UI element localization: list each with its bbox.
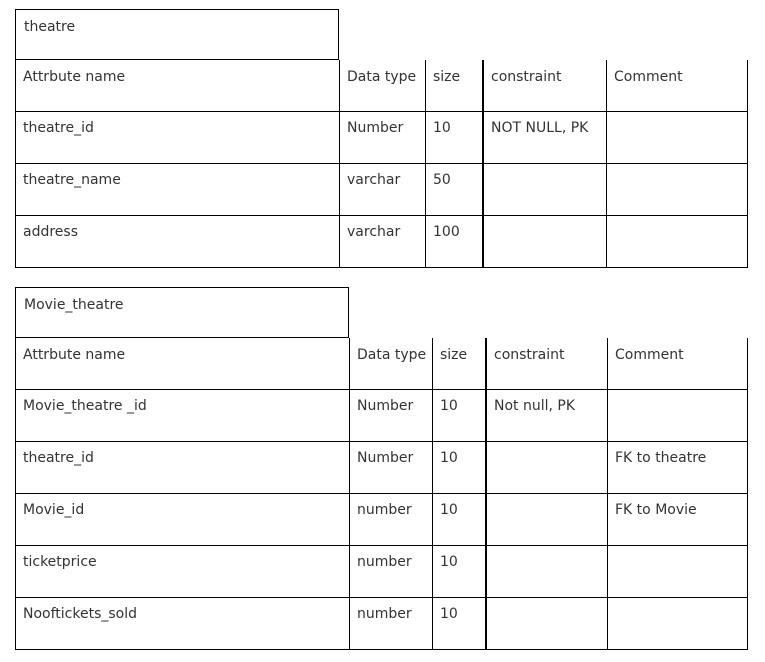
movie-theatre-table-cell: FK to theatre xyxy=(615,450,707,466)
theatre-table-cell: 100 xyxy=(433,224,460,240)
theatre-table-title: theatre xyxy=(15,9,339,60)
movie-theatre-table-cell: Nooftickets_sold xyxy=(23,606,138,622)
theatre-table-cell: theatre_id xyxy=(23,120,94,136)
movie-theatre-table-cell: FK to Movie xyxy=(615,502,697,518)
theatre-table-cell: varchar xyxy=(347,172,401,188)
table-rule xyxy=(15,267,747,268)
theatre-table-header-constraint: constraint xyxy=(491,69,562,85)
theatre-table-header-attribute-name: Attrbute name xyxy=(23,69,126,85)
theatre-table-cell: 10 xyxy=(433,120,451,136)
theatre-table-cell: Number xyxy=(347,120,404,136)
theatre-table-cell: 50 xyxy=(433,172,451,188)
movie-theatre-table-cell: 10 xyxy=(440,398,458,414)
movie-theatre-table-cell: number xyxy=(357,606,412,622)
movie-theatre-table-cell: Not null, PK xyxy=(494,398,576,414)
movie-theatre-table-cell: Movie_id xyxy=(23,502,85,518)
movie-theatre-table-cell: 10 xyxy=(440,450,458,466)
movie-theatre-table-cell: ticketprice xyxy=(23,554,97,570)
theatre-table-header-size: size xyxy=(433,69,461,85)
movie-theatre-table-header-comment: Comment xyxy=(615,347,684,363)
movie-theatre-table-cell: number xyxy=(357,502,412,518)
movie-theatre-table-title: Movie_theatre xyxy=(15,287,349,338)
movie-theatre-table-cell: number xyxy=(357,554,412,570)
movie-theatre-table-cell: Number xyxy=(357,398,414,414)
movie-theatre-table-cell: 10 xyxy=(440,554,458,570)
movie-theatre-table-header-attribute-name: Attrbute name xyxy=(23,347,126,363)
movie-theatre-table-header-constraint: constraint xyxy=(494,347,565,363)
column-rule xyxy=(747,60,748,268)
movie-theatre-table-cell: 10 xyxy=(440,606,458,622)
movie-theatre-table-cell: theatre_id xyxy=(23,450,94,466)
theatre-table-cell: address xyxy=(23,224,79,240)
theatre-table-cell: varchar xyxy=(347,224,401,240)
table-rule xyxy=(15,649,747,650)
movie-theatre-table-header-size: size xyxy=(440,347,468,363)
movie-theatre-table-cell: Number xyxy=(357,450,414,466)
theatre-table-header-comment: Comment xyxy=(614,69,683,85)
theatre-table-cell: theatre_name xyxy=(23,172,121,188)
movie-theatre-table-cell: Movie_theatre _id xyxy=(23,398,147,414)
theatre-table-header-data-type: Data type xyxy=(347,69,417,85)
movie-theatre-table-header-data-type: Data type xyxy=(357,347,427,363)
column-rule xyxy=(747,338,748,650)
movie-theatre-table-cell: 10 xyxy=(440,502,458,518)
theatre-table-cell: NOT NULL, PK xyxy=(491,120,589,136)
